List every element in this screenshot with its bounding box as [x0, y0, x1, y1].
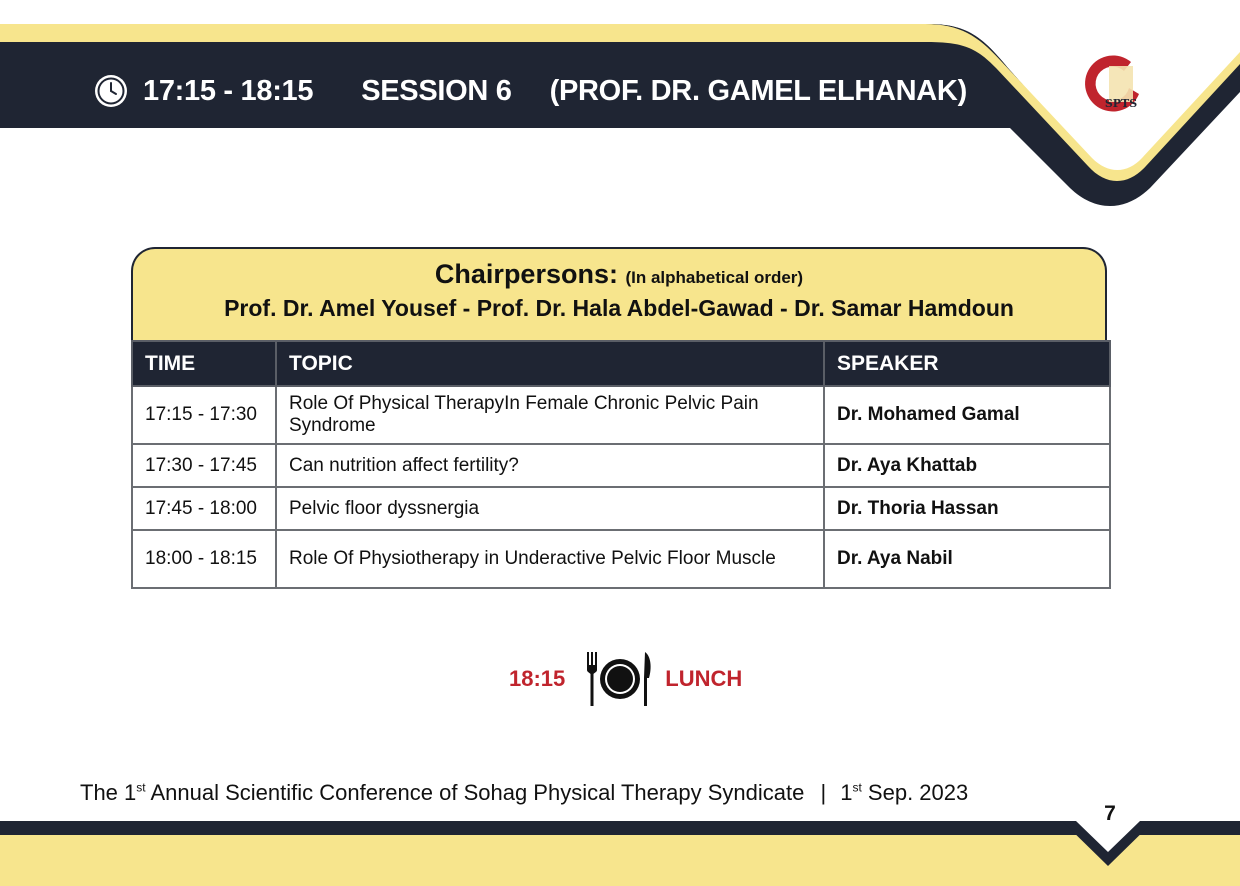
logo-text: SPTS: [1104, 97, 1138, 110]
row-topic: Role Of Physiotherapy in Underactive Pelvic Floor Muscle: [276, 530, 824, 588]
column-header-time: TIME: [132, 341, 276, 386]
table-row: [132, 487, 1110, 530]
row-speaker: Dr. Aya Nabil: [824, 530, 1110, 588]
page-number: 7: [1104, 802, 1116, 825]
session-header: [94, 72, 967, 110]
row-time: 17:45 - 18:00: [132, 487, 276, 530]
row-topic: Pelvic floor dyssnergia: [276, 487, 824, 530]
conference-footer: [80, 780, 968, 806]
cutlery-plate-icon: [585, 650, 655, 708]
row-topic: Role Of Physical TherapyIn Female Chronic Pelvic Pain Syndrome: [276, 386, 824, 444]
logo-emblem-icon: [1069, 36, 1165, 132]
row-speaker: Dr. Thoria Hassan: [824, 487, 1110, 530]
table-row: [132, 386, 1110, 444]
chairpersons-box: [131, 247, 1107, 340]
clock-icon: [94, 74, 128, 108]
conference-date: Sep. 2023: [861, 780, 969, 805]
table-header-row: [132, 341, 1110, 386]
column-header-topic: TOPIC: [276, 341, 824, 386]
chairpersons-title: Chairpersons:: [434, 259, 618, 289]
conference-title-prefix: The 1: [80, 780, 137, 805]
row-time: 17:30 - 17:45: [132, 444, 276, 487]
row-topic: Can nutrition affect fertility?: [276, 444, 824, 487]
lunch-label: LUNCH: [665, 666, 743, 691]
row-speaker: Dr. Mohamed Gamal: [824, 386, 1110, 444]
date-ordinal: st: [852, 780, 862, 795]
row-speaker: Dr. Aya Khattab: [824, 444, 1110, 487]
table-row: [132, 444, 1110, 487]
lunch-time: 18:15: [509, 666, 566, 691]
conference-ordinal: st: [136, 780, 146, 795]
chairpersons-note: (In alphabetical order): [625, 268, 804, 287]
conference-title: Annual Scientific Conference of Sohag Physical Therapy Syndicate: [145, 780, 805, 805]
row-time: 18:00 - 18:15: [132, 530, 276, 588]
conference-date-prefix: 1: [840, 780, 853, 805]
lunch-break: [509, 650, 742, 708]
syndicate-logo: [1069, 36, 1165, 132]
session-number: SESSION 6: [361, 74, 512, 107]
row-time: 17:15 - 17:30: [132, 386, 276, 444]
column-header-speaker: SPEAKER: [824, 341, 1110, 386]
schedule-table: [131, 340, 1111, 589]
footer-separator: |: [820, 780, 827, 805]
session-chair: (PROF. DR. GAMEL ELHANAK): [549, 74, 967, 107]
chairpersons-names: Prof. Dr. Amel Yousef - Prof. Dr. Hala Abdel-Gawad - Dr. Samar Hamdoun: [224, 295, 1014, 321]
chairpersons-heading: [133, 259, 1105, 290]
table-row: [132, 530, 1110, 588]
session-time: 17:15 - 18:15: [143, 74, 314, 107]
